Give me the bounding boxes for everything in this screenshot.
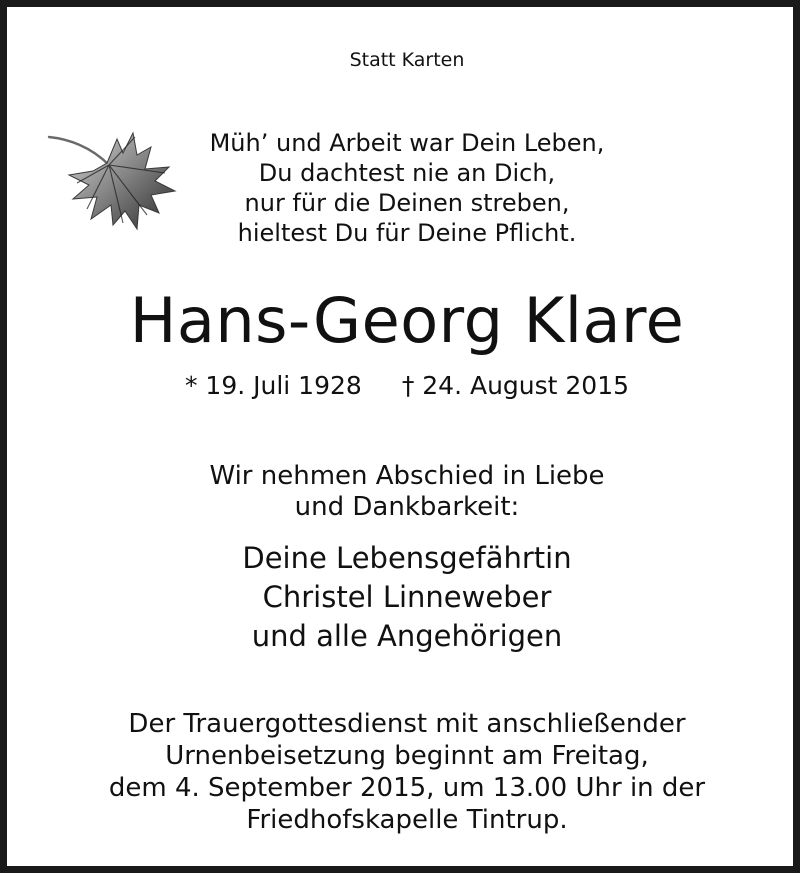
farewell-line: und Dankbarkeit:: [294, 492, 520, 522]
death-date: † 24. August 2015: [401, 371, 630, 400]
service-info-line: Urnenbeisetzung beginnt am Freitag,: [165, 741, 649, 771]
life-dates: [7, 373, 800, 398]
deceased-name: Hans-Georg Klare: [129, 284, 685, 357]
service-info-line: Friedhofskapelle Tintrup.: [246, 805, 568, 835]
poem-line: hieltest Du für Deine Pflicht.: [237, 219, 577, 247]
mourner-line: Deine Lebensgefährtin: [242, 541, 572, 575]
poem-line: Müh’ und Arbeit war Dein Leben,: [209, 129, 605, 157]
mourner-line: und alle Angehörigen: [251, 619, 563, 653]
poem-line: Du dachtest nie an Dich,: [258, 159, 556, 187]
service-info-line: Der Trauergottesdienst mit anschließender: [128, 709, 686, 739]
mourner-line: Christel Linneweber: [262, 580, 552, 614]
farewell-line: Wir nehmen Abschied in Liebe: [209, 461, 605, 491]
birth-date: * 19. Juli 1928: [184, 371, 362, 400]
service-info-line: dem 4. September 2015, um 13.00 Uhr in der: [108, 773, 706, 803]
header-text: Statt Karten: [349, 49, 465, 71]
poem-line: nur für die Deinen streben,: [244, 189, 570, 217]
